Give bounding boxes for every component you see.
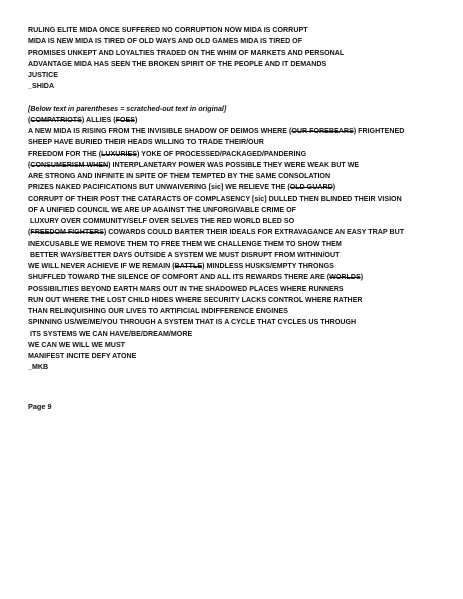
text-line	[28, 317, 448, 328]
text-segment: SHUFFLED TOWARD THE SILENCE OF COMFORT AND ALL ITS REWARDS THERE ARE (	[28, 273, 330, 282]
struck-text: CONSUMERISM WHEN	[30, 160, 109, 169]
text-line	[28, 250, 448, 261]
text-line	[28, 362, 448, 373]
text-segment: FREEDOM FOR THE (	[28, 149, 102, 158]
text-segment: MANIFEST INCITE DEFY ATONE	[28, 352, 137, 360]
text-segment: WE CAN WE WILL WE MUST	[28, 340, 126, 349]
poem-mkb	[28, 115, 448, 374]
text-segment: INEXCUSABLE WE REMOVE THEM TO FREE THEM WE CHALLENGE THEM TO SHOW THEM	[28, 239, 342, 248]
section-gap	[28, 93, 448, 104]
struck-text: FOES	[115, 115, 135, 124]
text-segment: A NEW MIDA IS RISING FROM THE INVISIBLE SHADOW OF DEIMOS WHERE (	[28, 127, 292, 135]
page-number: Page 9	[28, 402, 52, 411]
text-line	[28, 239, 448, 250]
text-line	[28, 194, 448, 205]
text-segment: PROMISES UNKEPT AND LOYALTIES TRADED ON THE WHIM OF MARKETS AND PERSONAL	[28, 48, 345, 57]
struck-text: OLD GUARD	[289, 183, 333, 192]
text-line	[28, 149, 448, 160]
text-segment: )	[134, 115, 138, 124]
text-line	[28, 351, 448, 362]
struck-text: WORLDS	[329, 273, 361, 282]
text-segment: MIDA IS NEW MIDA IS TIRED OF OLD WAYS AND OLD GAMES MIDA IS TIRED OF	[28, 37, 303, 46]
struck-text: FREEDOM FIGHTERS	[30, 228, 104, 237]
text-line	[28, 261, 448, 272]
text-segment: ADVANTAGE MIDA HAS SEEN THE BROKEN SPIRIT OF THE PEOPLE AND IT DEMANDS	[28, 59, 327, 68]
text-segment: ) MINDLESS HUSKS/EMPTY THRONGS	[202, 262, 334, 270]
text-segment: (	[28, 228, 31, 237]
text-line	[28, 126, 448, 137]
struck-text: BATTLE	[174, 262, 203, 270]
text-segment: OF A UNIFIED COUNCIL WE ARE UP AGAINST THE UNFORGIVABLE CRIME OF	[28, 205, 296, 214]
text-segment: POSSIBILITIES BEYOND EARTH MARS OUT IN THE SHADOWED PLACES WHERE RUNNERS	[28, 284, 344, 293]
poem-shida	[28, 25, 448, 93]
text-segment: PRIZES NAKED PACIFICATIONS BUT UNWAIVERING [sic] WE RELIEVE THE (	[28, 183, 290, 192]
text-line	[28, 284, 448, 295]
text-line	[28, 216, 448, 227]
text-segment: THAN RELINQUISHING OUR LIVES TO ARTIFICIAL INDIFFERENCE ENGINES	[28, 307, 288, 315]
text-line	[28, 115, 448, 126]
text-line	[28, 306, 448, 317]
text-segment: )	[360, 273, 364, 282]
text-segment: )	[332, 183, 336, 192]
struck-text: OUR FOREBEARS	[291, 127, 354, 135]
text-segment: RUN OUT WHERE THE LOST CHILD HIDES WHERE SECURITY LACKS CONTROL WHERE RATHER	[28, 295, 363, 304]
text-line	[28, 59, 448, 70]
text-segment: WE WILL NEVER ACHIEVE IF WE REMAIN (	[28, 262, 175, 270]
text-line	[28, 227, 448, 238]
text-line	[28, 272, 448, 283]
text-line	[28, 171, 448, 182]
struck-text: COMPATRIOTS	[30, 115, 82, 124]
struck-text: LUXURIES	[101, 149, 138, 158]
text-line	[28, 205, 448, 216]
text-line	[28, 25, 448, 36]
text-line	[28, 295, 448, 306]
text-line	[28, 81, 448, 92]
text-line	[28, 340, 448, 351]
text-segment: ) FRIGHTENED	[353, 127, 405, 135]
text-segment: JUSTICE	[28, 71, 59, 79]
document-body	[28, 25, 448, 374]
text-line	[28, 48, 448, 59]
text-segment: CORRUPT OF THEIR POST THE CATARACTS OF COMPLASENCY [sic] DULLED THEN BLINDED THEIR VISION	[28, 194, 402, 203]
text-segment: SPINNING US/WE/ME/YOU THROUGH A SYSTEM THAT IS A CYCLE THAT CYCLES US THROUGH	[28, 318, 357, 327]
text-segment: _SHIDA	[28, 82, 55, 91]
text-line	[28, 182, 448, 193]
text-line	[28, 137, 448, 148]
text-segment: (	[28, 160, 31, 169]
text-segment: ITS SYSTEMS WE CAN HAVE/BE/DREAM/MORE	[28, 329, 193, 338]
text-segment: BETTER WAYS/BETTER DAYS OUTSIDE A SYSTEM WE MUST DISRUPT FROM WITHIN/OUT	[28, 250, 340, 259]
text-line	[28, 329, 448, 340]
text-segment: ARE STRONG AND INFINITE IN SPITE OF THEM TEMPTED BY THE SAME CONSOLATION	[28, 172, 331, 180]
text-segment: (	[28, 115, 31, 124]
text-segment: RULING ELITE MIDA ONCE SUFFERED NO CORRUPTION NOW MIDA IS CORRUPT	[28, 26, 308, 34]
text-line	[28, 36, 448, 47]
text-line	[28, 160, 448, 171]
text-segment: ) ALLIES (	[81, 115, 116, 124]
text-segment: ) YOKE OF PROCESSED/PACKAGED/PANDERING	[137, 149, 307, 158]
text-segment: ) INTERPLANETARY POWER WAS POSSIBLE THEY WERE WEAK BUT WE	[108, 160, 360, 169]
text-line	[28, 70, 448, 81]
editorial-note: [Below text in parentheses = scratched-out text in original]	[28, 104, 227, 113]
text-segment: _MKB	[28, 363, 49, 372]
text-segment: ) COWARDS COULD BARTER THEIR IDEALS FOR EXTRAVAGANCE AN EASY TRAP BUT	[103, 228, 405, 237]
text-segment: LUXURY OVER COMMUNITY/SELF OVER SELVES THE RED WORLD BLED SO	[28, 217, 295, 225]
text-segment: SHEEP HAVE BURIED THEIR HEADS WILLING TO TRADE THEIR/OUR	[28, 138, 264, 147]
